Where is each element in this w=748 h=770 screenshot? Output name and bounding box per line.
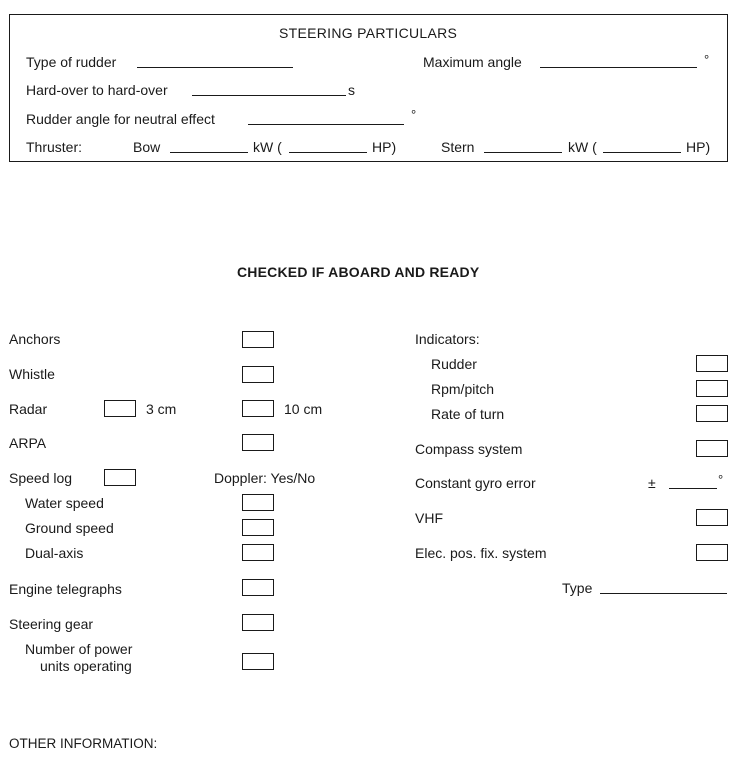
rpm-pitch-label: Rpm/pitch bbox=[431, 381, 495, 397]
steering-gear-label: Steering gear bbox=[9, 616, 94, 632]
ground-speed-checkbox[interactable] bbox=[242, 519, 274, 536]
stern-hp-field[interactable] bbox=[603, 152, 681, 153]
rate-of-turn-label: Rate of turn bbox=[431, 406, 505, 422]
bow-hp-field[interactable] bbox=[289, 152, 367, 153]
bow-kw-label: kW ( bbox=[253, 139, 282, 155]
bow-kw-field[interactable] bbox=[170, 152, 248, 153]
vhf-checkbox[interactable] bbox=[696, 509, 728, 526]
rpm-pitch-checkbox[interactable] bbox=[696, 380, 728, 397]
arpa-checkbox[interactable] bbox=[242, 434, 274, 451]
water-speed-checkbox[interactable] bbox=[242, 494, 274, 511]
bow-label: Bow bbox=[133, 139, 161, 155]
maximum-angle-label: Maximum angle bbox=[423, 54, 522, 70]
compass-system-label: Compass system bbox=[415, 441, 523, 457]
steering-gear-checkbox[interactable] bbox=[242, 614, 274, 631]
stern-hp-label: HP) bbox=[686, 139, 711, 155]
rudder-indicator-label: Rudder bbox=[431, 356, 477, 372]
hard-over-unit: s bbox=[348, 82, 355, 98]
gyro-error-label: Constant gyro error bbox=[415, 475, 536, 491]
radar-10cm-label: 10 cm bbox=[284, 401, 323, 417]
type-of-rudder-label: Type of rudder bbox=[26, 54, 117, 70]
water-speed-label: Water speed bbox=[25, 495, 104, 511]
dual-axis-label: Dual-axis bbox=[25, 545, 84, 561]
other-information-label: OTHER INFORMATION: bbox=[9, 736, 158, 751]
hard-over-label: Hard-over to hard-over bbox=[26, 82, 168, 98]
type-label: Type bbox=[562, 580, 593, 596]
engine-telegraphs-checkbox[interactable] bbox=[242, 579, 274, 596]
dual-axis-checkbox[interactable] bbox=[242, 544, 274, 561]
power-units-checkbox[interactable] bbox=[242, 653, 274, 670]
speed-log-checkbox[interactable] bbox=[104, 469, 136, 486]
speed-log-label: Speed log bbox=[9, 470, 73, 486]
radar-3cm-label: 3 cm bbox=[146, 401, 177, 417]
neutral-effect-label: Rudder angle for neutral effect bbox=[26, 111, 215, 127]
radar-10cm-checkbox[interactable] bbox=[242, 400, 274, 417]
thruster-label: Thruster: bbox=[26, 139, 83, 155]
indicators-label: Indicators: bbox=[415, 331, 480, 347]
stern-label: Stern bbox=[441, 139, 475, 155]
checked-title: CHECKED IF ABOARD AND READY bbox=[237, 264, 480, 280]
maximum-angle-field[interactable] bbox=[540, 67, 697, 68]
neutral-effect-field[interactable] bbox=[248, 124, 404, 125]
whistle-label: Whistle bbox=[9, 366, 55, 382]
power-units-label-line1: Number of power bbox=[25, 641, 133, 657]
type-of-rudder-field[interactable] bbox=[137, 67, 293, 68]
arpa-label: ARPA bbox=[9, 435, 47, 451]
hard-over-field[interactable] bbox=[192, 95, 346, 96]
elec-pos-fix-checkbox[interactable] bbox=[696, 544, 728, 561]
radar-label: Radar bbox=[9, 401, 48, 417]
anchors-label: Anchors bbox=[9, 331, 61, 347]
gyro-error-degree: ° bbox=[718, 472, 724, 487]
anchors-checkbox[interactable] bbox=[242, 331, 274, 348]
power-units-label-line2: units operating bbox=[40, 658, 132, 674]
maximum-angle-degree: ° bbox=[704, 52, 710, 67]
ground-speed-label: Ground speed bbox=[25, 520, 114, 536]
stern-kw-label: kW ( bbox=[568, 139, 597, 155]
stern-kw-field[interactable] bbox=[484, 152, 562, 153]
rudder-indicator-checkbox[interactable] bbox=[696, 355, 728, 372]
bow-hp-label: HP) bbox=[372, 139, 397, 155]
elec-pos-fix-label: Elec. pos. fix. system bbox=[415, 545, 547, 561]
gyro-error-field[interactable] bbox=[669, 488, 717, 489]
compass-system-checkbox[interactable] bbox=[696, 440, 728, 457]
neutral-effect-degree: ° bbox=[411, 107, 417, 122]
radar-3cm-checkbox[interactable] bbox=[104, 400, 136, 417]
gyro-error-plus-minus: ± bbox=[648, 475, 656, 491]
rate-of-turn-checkbox[interactable] bbox=[696, 405, 728, 422]
vhf-label: VHF bbox=[415, 510, 443, 526]
engine-telegraphs-label: Engine telegraphs bbox=[9, 581, 122, 597]
whistle-checkbox[interactable] bbox=[242, 366, 274, 383]
steering-title: STEERING PARTICULARS bbox=[279, 25, 458, 41]
type-field[interactable] bbox=[600, 593, 727, 594]
doppler-label: Doppler: Yes/No bbox=[214, 470, 316, 486]
